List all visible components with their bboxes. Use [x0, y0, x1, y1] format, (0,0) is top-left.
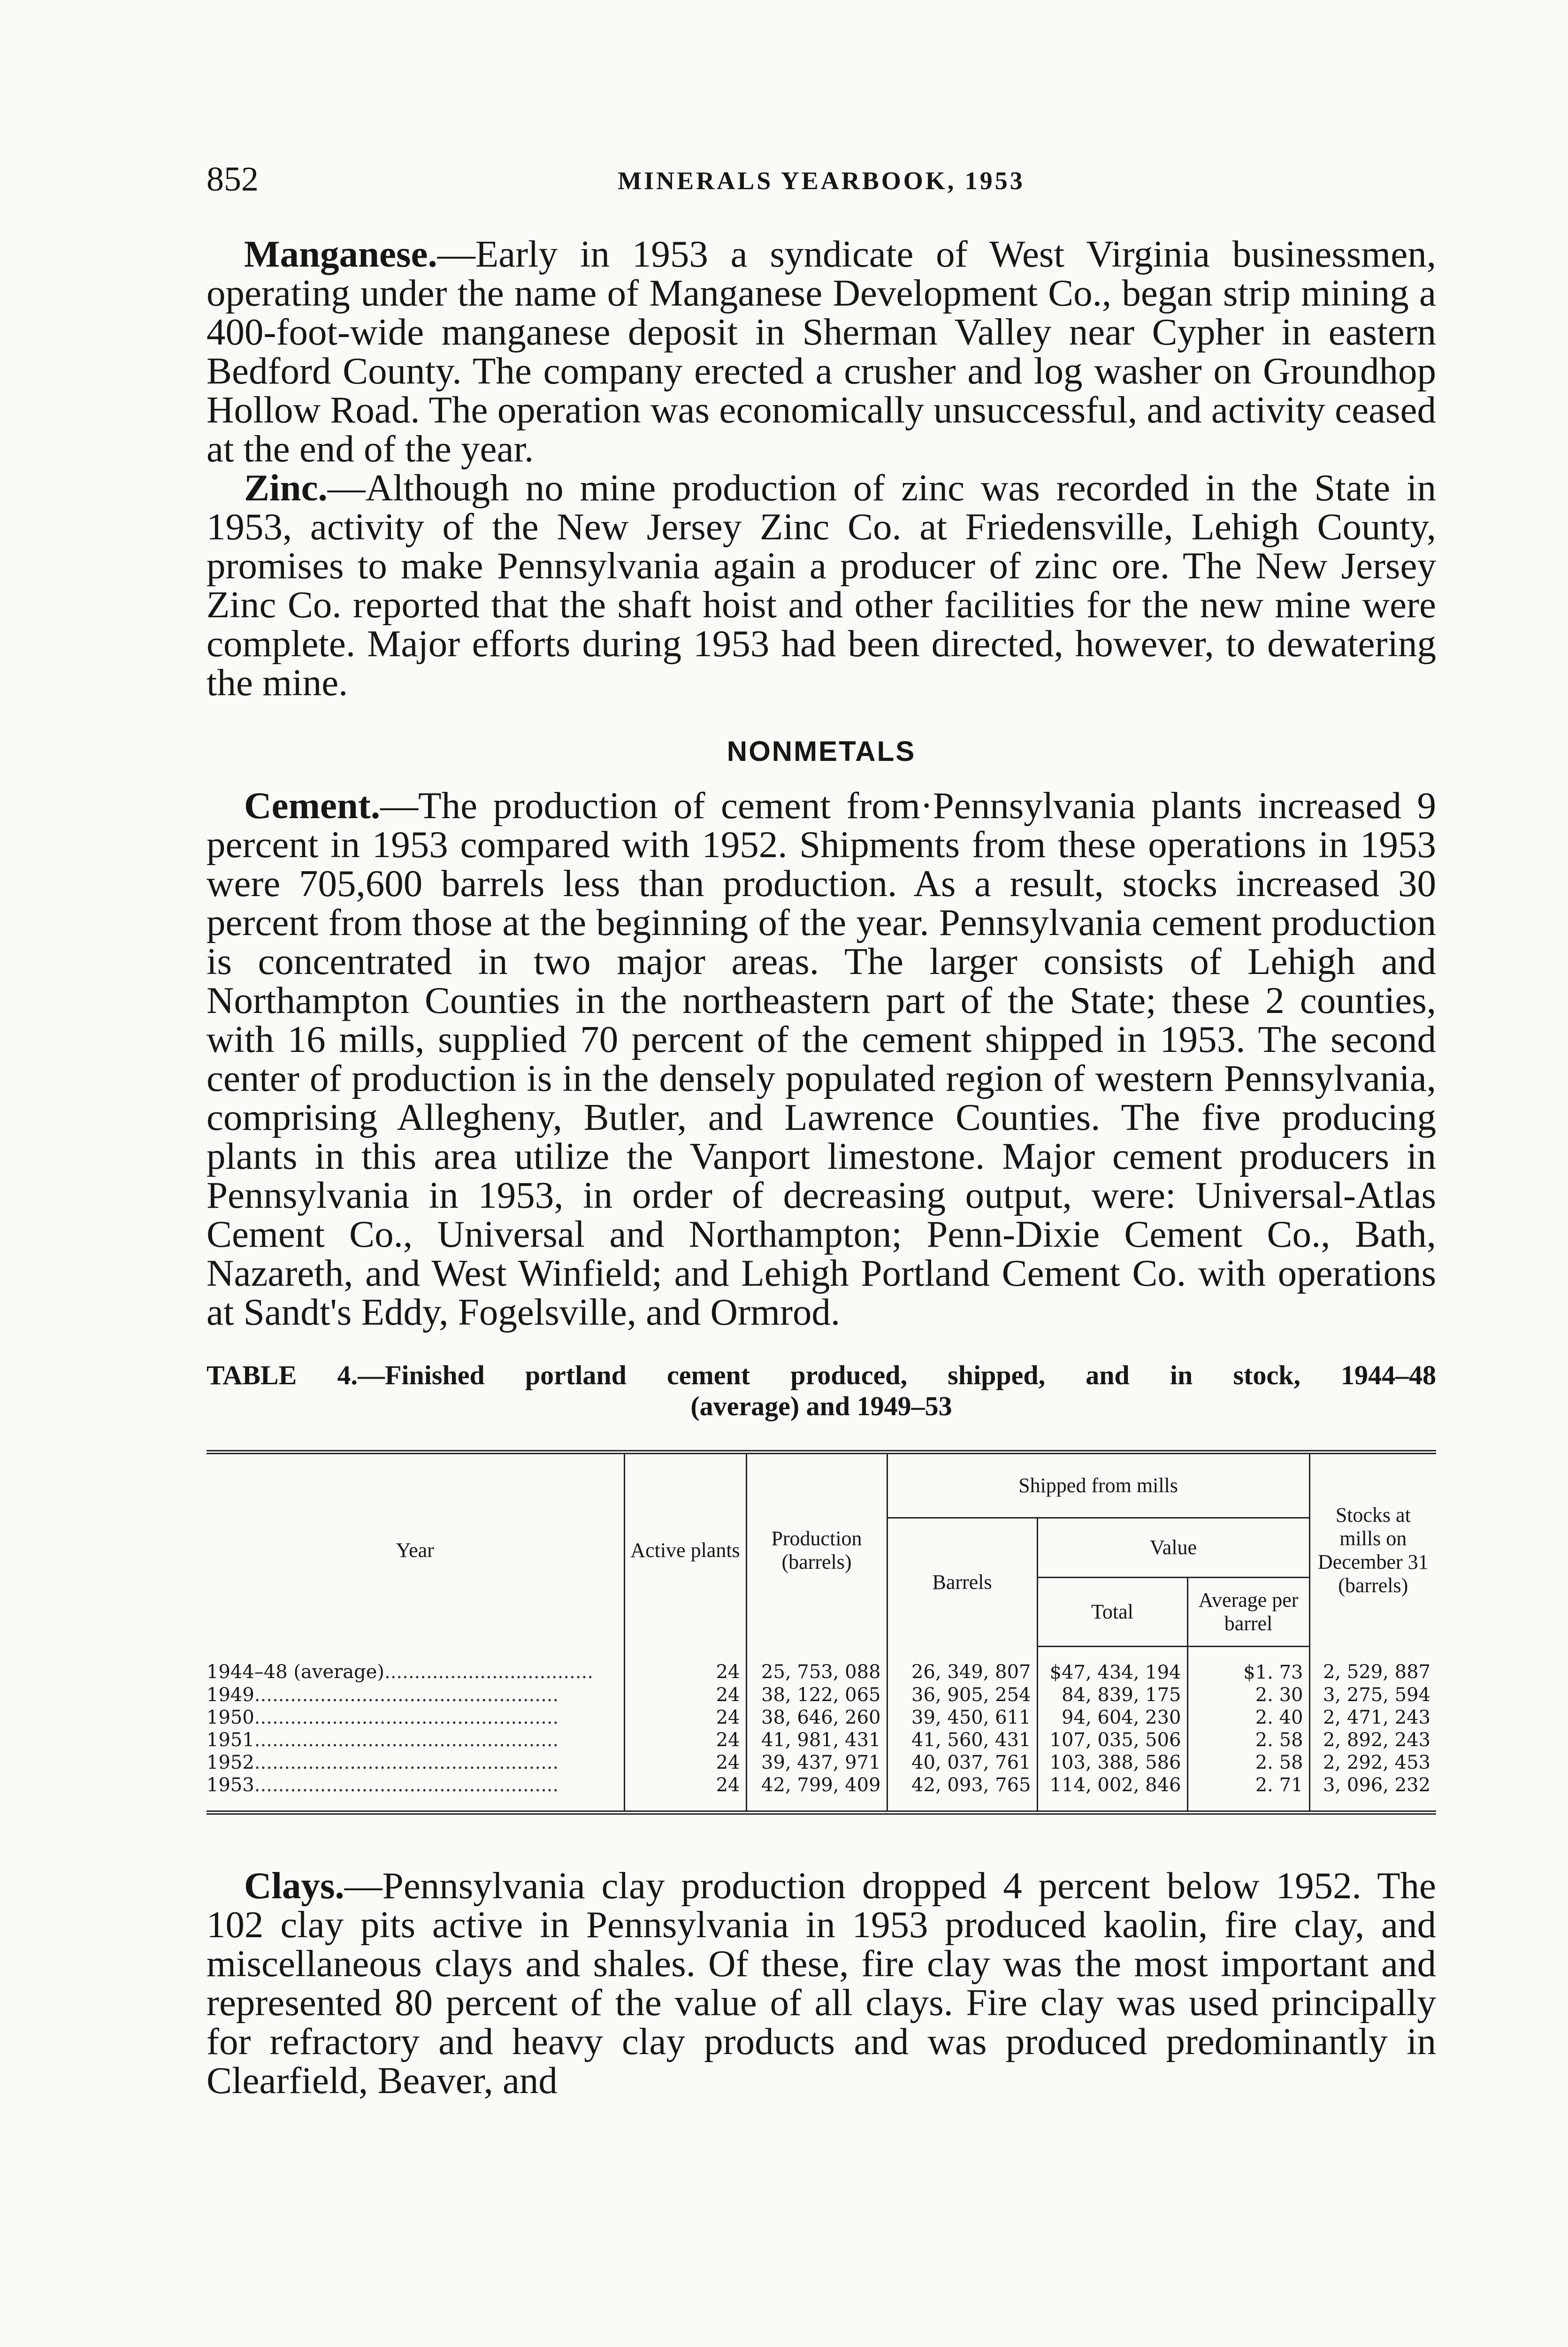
cell-shipped-barrels: 42, 093, 765 — [887, 1774, 1037, 1813]
cell-year: 1951................................................... — [207, 1729, 559, 1751]
header-value: Value — [1037, 1518, 1309, 1578]
cell-production: 41, 981, 431 — [746, 1729, 887, 1751]
cell-year: 1953................................................... — [207, 1774, 559, 1796]
header-year: Year — [396, 1538, 434, 1562]
cell-plants: 24 — [624, 1774, 746, 1813]
heading-manganese: Manganese. — [244, 233, 437, 275]
header-value-average: Average per barrel — [1187, 1578, 1309, 1647]
cell-production: 25, 753, 088 — [746, 1647, 887, 1684]
cell-value-average: 2. 58 — [1187, 1729, 1309, 1751]
cell-value-average: $1. 73 — [1187, 1647, 1309, 1684]
cell-plants: 24 — [624, 1647, 746, 1684]
header-barrels: Barrels — [887, 1518, 1037, 1647]
text-zinc: —Although no mine production of zinc was recorded in the State in 1953, activity of the New Jersey Zinc Co. at Friedensville, Lehigh County, promises to make Pennsylvania again a producer of zinc ore. The New Jersey Zinc Co. reported that the shaft hoist and other facilities for the new mine were complete. Major efforts during 1953 had been directed, however, to dewatering the mine. — [207, 467, 1436, 704]
table-row — [207, 1706, 1436, 1729]
cell-production: 42, 799, 409 — [746, 1774, 887, 1813]
cell-year: 1944–48 (average)................................... — [207, 1661, 594, 1683]
running-title: MINERALS YEARBOOK, 1953 — [618, 167, 1025, 195]
cell-value-total: 107, 035, 506 — [1037, 1729, 1187, 1751]
cell-shipped-barrels: 39, 450, 611 — [887, 1706, 1037, 1729]
table-row — [207, 1729, 1436, 1751]
paragraph-manganese — [207, 235, 1436, 468]
table-row — [207, 1751, 1436, 1774]
section-heading-nonmetals: NONMETALS — [727, 736, 916, 767]
header-stocks: Stocks at mills on December 31 (barrels) — [1309, 1452, 1436, 1647]
cell-stocks: 2, 471, 243 — [1309, 1706, 1436, 1729]
cell-stocks: 2, 529, 887 — [1309, 1647, 1436, 1684]
cell-plants: 24 — [624, 1729, 746, 1751]
cell-shipped-barrels: 26, 349, 807 — [887, 1647, 1037, 1684]
table-row — [207, 1684, 1436, 1706]
spacer — [207, 1815, 1436, 1866]
cell-stocks: 2, 892, 243 — [1309, 1729, 1436, 1751]
cell-year: 1950................................................... — [207, 1707, 559, 1728]
cell-stocks: 3, 096, 232 — [1309, 1774, 1436, 1813]
cell-value-total: 103, 388, 586 — [1037, 1751, 1187, 1774]
header-shipped-from-mills: Shipped from mills — [887, 1452, 1309, 1518]
table-row — [207, 1647, 1436, 1684]
header-active-plants: Active plants — [624, 1452, 746, 1647]
cell-year: 1952................................................... — [207, 1752, 559, 1773]
cell-value-average: 2. 40 — [1187, 1706, 1309, 1729]
header-production: Production (barrels) — [746, 1452, 887, 1647]
cement-table — [207, 1450, 1436, 1815]
table-caption-line-2: (average) and 1949–53 — [690, 1391, 952, 1421]
heading-cement: Cement. — [244, 784, 381, 827]
table-caption — [207, 1360, 1436, 1422]
cell-value-total: 114, 002, 846 — [1037, 1774, 1187, 1813]
cell-production: 38, 646, 260 — [746, 1706, 887, 1729]
cell-production: 38, 122, 065 — [746, 1684, 887, 1706]
cell-plants: 24 — [624, 1706, 746, 1729]
document-page — [207, 160, 1436, 2100]
heading-zinc: Zinc. — [244, 467, 328, 509]
paragraph-zinc — [207, 468, 1436, 702]
text-clays: —Pennsylvania clay production dropped 4 percent below 1952. The 102 clay pits active in Pennsylvania in 1953 produced kaolin, fire clay, and miscellaneous clays and shales. Of these, fire clay was the most important and represented 80 percent of the value of all clays. Fire clay was used principally for refractory and heavy clay products and was produced predominantly in Clearfield, Beaver, and — [207, 1864, 1436, 2102]
page-number: 852 — [207, 160, 259, 199]
cell-plants: 24 — [624, 1751, 746, 1774]
cell-shipped-barrels: 40, 037, 761 — [887, 1751, 1037, 1774]
cell-shipped-barrels: 41, 560, 431 — [887, 1729, 1037, 1751]
cell-stocks: 3, 275, 594 — [1309, 1684, 1436, 1706]
paragraph-clays — [207, 1866, 1436, 2100]
cell-value-total: 84, 839, 175 — [1037, 1684, 1187, 1706]
table-caption-line-1: TABLE 4.—Finished portland cement produced, shipped, and in stock, 1944–48 — [207, 1360, 1436, 1390]
cell-year: 1949................................................... — [207, 1684, 559, 1706]
paragraph-cement — [207, 786, 1436, 1332]
text-cement: —The production of cement from·Pennsylvania plants increased 9 percent in 1953 compared with 1952. Shipments from these operations in 1953 were 705,600 barrels less than production. As a result, stocks increased 30 percent from those at the beginning of the year. Pennsylvania cement production is concentrated in two major areas. The larger consists of Lehigh and Northampton Counties in the northeastern part of the State; these 2 counties, with 16 mills, supplied 70 percent of the cement shipped in 1953. The second center of production is in the densely populated region of western Pennsylvania, comprising Allegheny, Butler, and Lawrence Counties. The five producing plants in this area utilize the Vanport limestone. Major cement producers in Pennsylvania in 1953, in order of decreasing output, were: Universal-Atlas Cement Co., Universal and Northampton; Penn-Dixie Cement Co., Bath, Nazareth, and West Winfield; and Lehigh Portland Cement Co. with operations at Sandt's Eddy, Fogelsville, and Ormrod. — [207, 784, 1436, 1333]
header-value-total: Total — [1037, 1578, 1187, 1647]
text-manganese: —Early in 1953 a syndicate of West Virginia businessmen, operating under the name of Manganese Development Co., began strip mining a 400-foot-wide manganese deposit in Sherman Valley near Cypher in eastern Bedford County. The company erected a crusher and log washer on Groundhop Hollow Road. The operation was economically unsuccessful, and activity ceased at the end of the year. — [207, 233, 1436, 470]
cell-production: 39, 437, 971 — [746, 1751, 887, 1774]
cell-value-total: 94, 604, 230 — [1037, 1706, 1187, 1729]
heading-clays: Clays. — [244, 1864, 344, 1907]
cell-value-average: 2. 30 — [1187, 1684, 1309, 1706]
cell-stocks: 2, 292, 453 — [1309, 1751, 1436, 1774]
running-header — [207, 160, 1436, 211]
cell-shipped-barrels: 36, 905, 254 — [887, 1684, 1037, 1706]
cell-value-average: 2. 71 — [1187, 1774, 1309, 1813]
cell-plants: 24 — [624, 1684, 746, 1706]
cell-value-average: 2. 58 — [1187, 1751, 1309, 1774]
cell-value-total: $47, 434, 194 — [1037, 1647, 1187, 1684]
table-row — [207, 1774, 1436, 1813]
